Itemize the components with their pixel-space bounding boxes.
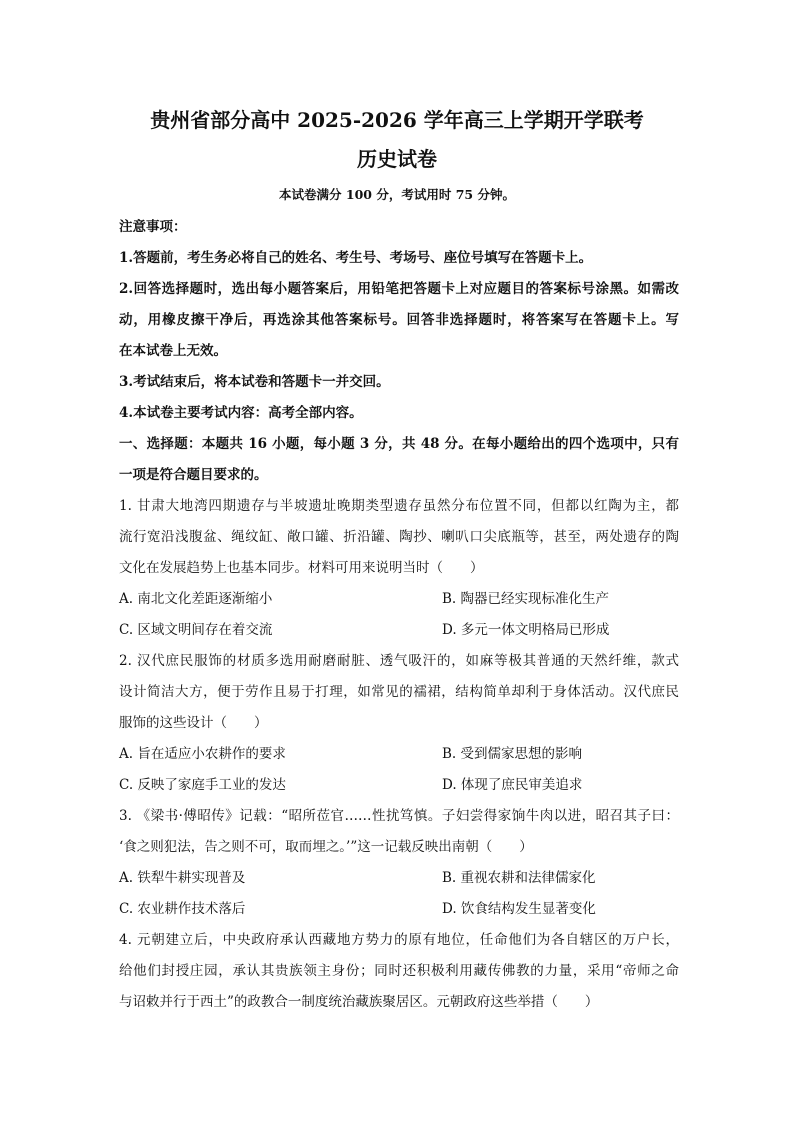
question-2-option-d: D. 体现了庶民审美追求 [442,777,583,793]
question-1 [119,491,679,646]
question-2-option-b: B. 受到儒家思想的影响 [442,746,583,762]
note-item-2-line-2: 动，用橡皮擦干净后，再选涂其他答案标号。回答非选择题时，将答案写在答题卡上。写 [119,312,679,328]
question-1-line-1: 1. 甘肃大地湾四期遗存与半坡遗址晚期类型遗存虽然分布位置不同，但都以红陶为主，都 [119,498,679,514]
question-2 [119,646,679,801]
question-2-line-3: 服饰的这些设计（ ） [119,715,268,731]
section-heading-line-1: 一、选择题：本题共 16 小题，每小题 3 分，共 48 分。在每小题给出的四个选项中，只有 [119,436,679,452]
exam-info: 本试卷满分 100 分，考试用时 75 分钟。 [279,187,515,202]
question-1-options-row-2 [119,615,679,646]
question-3-option-c: C. 农业耕作技术落后 [119,901,246,917]
note-item-4: 4.本试卷主要考试内容：高考全部内容。 [119,405,363,421]
question-4-line-2: 给他们封授庄园，承认其贵族领主身份；同时还积极利用藏传佛教的力量，采用“帝师之命 [119,963,679,979]
question-3-options-row-2 [119,894,679,925]
section-heading-line-2: 一项是符合题目要求的。 [119,467,268,483]
question-2-option-c: C. 反映了家庭手工业的发达 [119,777,286,793]
question-1-line-3: 文化在发展趋势上也基本同步。材料可用来说明当时（ ） [119,560,484,576]
question-1-options-row-1 [119,584,679,615]
question-4-line-1: 4. 元朝建立后，中央政府承认西藏地方势力的原有地位，任命他们为各自辖区的万户长， [119,932,679,948]
question-3 [119,801,679,925]
question-3-option-a: A. 铁犁牛耕实现普及 [119,870,246,886]
question-1-line-2: 流行宽沿浅腹盆、绳纹缸、敞口罐、折沿罐、陶抄、喇叭口尖底瓶等，甚至，两处遗存的陶 [119,529,679,545]
note-item-2-line-3: 在本试卷上无效。 [119,343,227,359]
note-item-2-line-1: 2.回答选择题时，选出每小题答案后，用铅笔把答题卡上对应题目的答案标号涂黑。如需改 [119,281,679,297]
question-1-option-c: C. 区域文明间存在着交流 [119,622,273,638]
question-3-option-b: B. 重视农耕和法律儒家化 [442,870,596,886]
exam-title: 贵州省部分高中 2025-2026 学年高三上学期开学联考 [150,108,644,132]
question-3-line-2: ‘食之则犯法，告之则不可，取而埋之。’”这一记载反映出南朝（ ） [119,839,533,855]
note-item-3: 3.考试结束后，将本试卷和答题卡一并交回。 [119,374,390,390]
note-item-1: 1.答题前，考生务必将自己的姓名、考生号、考场号、座位号填写在答题卡上。 [119,250,593,266]
question-4-line-3: 与诏敕并行于西土”的政教合一制度统治藏族聚居区。元朝政府这些举措（ ） [119,994,599,1010]
question-3-line-1: 3. 《梁书·傅昭传》记载：“昭所莅官……性扰笃慎。子妇尝得家饷牛肉以进，昭召其子曰： [119,808,679,824]
question-4 [119,925,679,1018]
question-2-line-2: 设计简洁大方，便于劳作且易于打理，如常见的襦裙，结构简单却利于身体活动。汉代庶民 [119,684,679,700]
question-3-option-d: D. 饮食结构发生显著变化 [442,901,596,917]
notes-heading: 注意事项： [119,219,187,235]
question-1-option-a: A. 南北文化差距逐渐缩小 [119,591,273,607]
question-1-option-d: D. 多元一体文明格局已形成 [442,622,610,638]
subject-title: 历史试卷 [357,147,437,171]
question-2-options-row-2 [119,770,679,801]
question-2-line-1: 2. 汉代庶民服饰的材质多选用耐磨耐脏、透气吸汗的，如麻等极其普通的天然纤维，款式 [119,653,679,669]
notes-section [119,212,679,1018]
question-1-option-b: B. 陶器已经实现标准化生产 [442,591,610,607]
question-2-options-row-1 [119,739,679,770]
question-3-options-row-1 [119,863,679,894]
question-2-option-a: A. 旨在适应小农耕作的要求 [119,746,286,762]
